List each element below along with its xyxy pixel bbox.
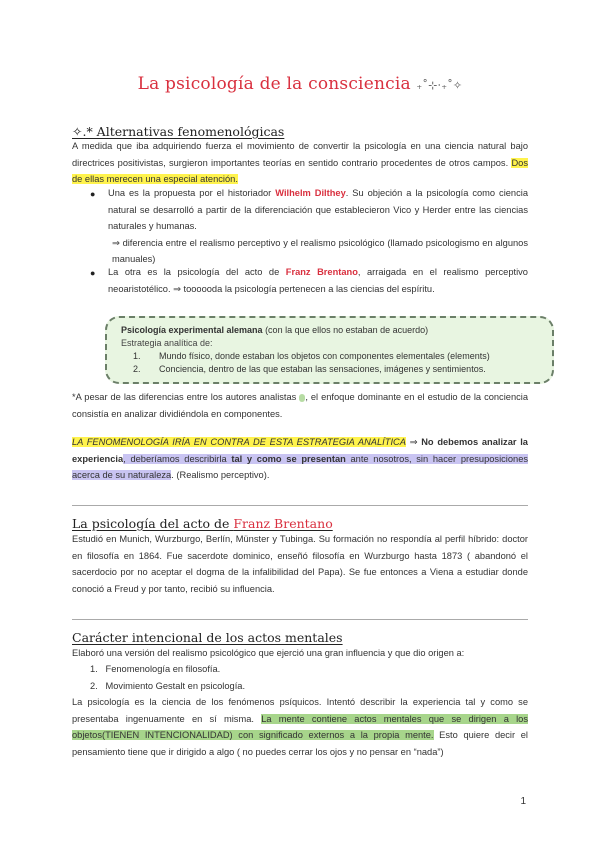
box-title-bold: Psicología experimental alemana xyxy=(121,325,263,335)
intro-paragraph xyxy=(72,138,528,188)
bullet-dilthey xyxy=(108,185,528,268)
box-list-item xyxy=(133,351,490,361)
section-heading-brentano xyxy=(72,516,333,531)
section-heading-alternativas: ✧.* Alternativas fenomenológicas xyxy=(72,124,285,139)
intro-highlight: Dos de ellas merecen una especial atención. xyxy=(72,157,528,184)
note-paragraph xyxy=(72,389,528,422)
list-text: Fenomenología en filosofía. xyxy=(105,664,221,674)
note-text: , el enfoque dominante en el estudio de la conciencia consistía en analizar dividiéndola en componentes. xyxy=(72,392,528,419)
bullet-arrow-note: ⇒ diferencia entre el realismo perceptivo y el realismo psicológico (llamado psicologismo en algunos manuales) xyxy=(112,237,528,264)
list-text: Mundo físico, donde estaban los objetos con componentes elementales (elements) xyxy=(159,351,490,361)
box-subtitle: Estrategia analítica de: xyxy=(121,338,213,348)
bullet-text: Una es la propuesta por el historiador xyxy=(108,188,272,198)
paragraph-text: Esto quiere decir el pensamiento tiene que ir dirigido a algo ( no puedes cerrar los ojos y no pensar en “nada”) xyxy=(72,730,528,757)
title-decoration: ₊˚⊹‧₊˚✧ xyxy=(416,79,463,92)
list-number: 2. xyxy=(133,364,141,374)
brentano-paragraph: Estudió en Munich, Wurzburgo, Berlín, Münster y Tubinga. Su formación no respondía al perfil híbrido: doctor en filosofía en 1864. Fue sacerdote dominico, enseñó filosofía en Wurzburgo hasta 1873 ( abandonó el sacerdocio por no aceptar el dogma de la infalibilidad del Papa). Se fue entonces a Viena a estudiar donde conoció a Freud y por tanto, recibió su influencia. xyxy=(72,534,528,594)
list-text: Conciencia, dentro de las que estaban las sensaciones, imágenes y sentimientos. xyxy=(159,364,486,374)
page-title xyxy=(0,74,600,94)
box-list-item xyxy=(133,364,486,374)
note-box xyxy=(105,316,554,384)
heading-text: La psicología del acto de xyxy=(72,516,234,531)
heading-name: Franz Brentano xyxy=(233,516,333,531)
bullet-dot: ● xyxy=(90,189,96,199)
bullet-dot: ● xyxy=(90,268,96,278)
intro-text: A medida que iba adquiriendo fuerza el movimiento de convertir la psicología en una ciencia natural bajo directrices positivistas, surgieron importantes teorías en sentido contrario procedentes de otros campos. xyxy=(72,141,528,168)
divider xyxy=(72,505,528,506)
bullet-text: La otra es la psicología del acto de xyxy=(108,267,280,277)
note-text: *A pesar de las diferencias entre los autores analistas xyxy=(72,392,297,402)
box-title xyxy=(121,325,428,335)
list-item: 2. Movimiento Gestalt en psicología. xyxy=(90,681,246,691)
paragraph-text: La psicología es la ciencia de los fenómenos psíquicos. Intentó describir la experiencia tal y como se presentaba ingenuamente en sí misma. xyxy=(72,697,528,724)
page-number: 1 xyxy=(520,796,526,807)
divider xyxy=(72,619,528,620)
purple-text: ante nosotros, sin hacer presuposiciones acerca de su naturaleza xyxy=(72,453,529,480)
bold-text: No debemos analizar la experiencia xyxy=(72,437,528,464)
purple-bold: tal y como se presentan xyxy=(231,453,346,464)
title-text: La psicología de la consciencia xyxy=(137,74,411,94)
purple-text: , deberíamos describirla xyxy=(123,453,232,464)
end-text: . (Realismo perceptivo). xyxy=(171,470,270,480)
section-heading-intencional: Carácter intencional de los actos mentales xyxy=(72,630,343,645)
bullet-text: . Su objeción a la psicología como ciencia natural se desarrolló a partir de la diferenciación que establecieron Vico y Herder entre las ciencias naturales y humanas. xyxy=(108,188,528,231)
list-text: Movimiento Gestalt en psicología. xyxy=(105,681,246,691)
list-number: 1. xyxy=(133,351,141,361)
author-name-dilthey: Wilhelm Dilthey xyxy=(275,188,346,198)
fenomenologia-highlight: LA FENOMENOLOGÍA IRÍA EN CONTRA DE ESTA ESTRATEGIA ANALÍTICA xyxy=(72,437,406,447)
intencional-intro: Elaboró una versión del realismo psicológico que ejerció una gran influencia y que dio origen a: xyxy=(72,648,465,658)
fenomenologia-paragraph xyxy=(72,434,528,484)
box-title-rest: (con la que ellos no estaban de acuerdo) xyxy=(262,325,429,335)
bullet-brentano xyxy=(108,264,528,297)
green-highlight: La mente contiene actos mentales que se dirigen a los objetos(TIENEN INTENCIONALIDAD) con significado externos a la propia mente. xyxy=(72,713,528,740)
purple-highlight xyxy=(72,454,528,481)
arrow-text: ⇒ xyxy=(405,437,422,447)
list-item: 1. Fenomenología en filosofía. xyxy=(90,664,221,674)
intencional-paragraph xyxy=(72,694,528,760)
author-name-brentano: Franz Brentano xyxy=(285,267,358,277)
bullet-text: , arraigada en el realismo perceptivo neoaristotélico. ⇒ toooooda la psicología pertenecen a las ciencias del espíritu. xyxy=(108,267,528,294)
